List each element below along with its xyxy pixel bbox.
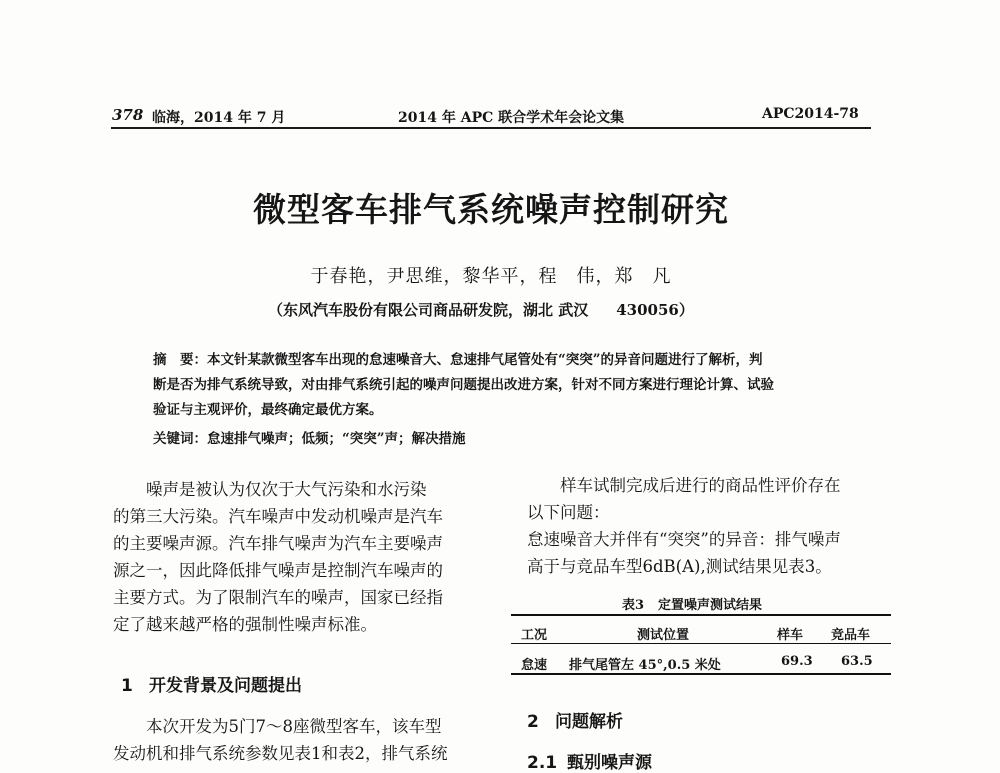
body-line: 以下问题： bbox=[527, 503, 610, 522]
section-1-heading bbox=[121, 671, 302, 696]
header-rule bbox=[111, 127, 871, 129]
body-line: 样车试制完成后进行的商品性评价存在 bbox=[527, 476, 841, 495]
section-title: 开发背景及问题提出 bbox=[149, 676, 302, 696]
header-paper-code: APC2014-78 bbox=[762, 106, 859, 122]
table-cell: 69.3 bbox=[781, 654, 813, 669]
body-line: 发动机和排气系统参数见表1和表2，排气系统 bbox=[113, 744, 448, 763]
body-line: 高于与竞品车型6dB(A),测试结果见表3。 bbox=[527, 557, 832, 576]
abstract-line: 验证与主观评价，最终确定最优方案。 bbox=[153, 402, 383, 418]
header-proceedings: 2014 年 APC 联合学术年会论文集 bbox=[398, 110, 625, 126]
body-line: 的第三大污染。汽车噪声中发动机噪声是汽车 bbox=[113, 507, 443, 526]
table-label: 表3 bbox=[622, 598, 645, 613]
table-caption bbox=[622, 594, 762, 613]
abstract bbox=[153, 348, 853, 423]
abstract-line: 断是否为排气系统导致，对由排气系统引起的噪声问题提出改进方案，针对不同方案进行理论计算、试验 bbox=[153, 377, 774, 393]
table-title: 定置噪声测试结果 bbox=[658, 598, 763, 613]
table-top-rule bbox=[511, 614, 891, 616]
page-number: 378 bbox=[112, 106, 144, 124]
body-line: 主要方式。为了限制汽车的噪声，国家已经指 bbox=[113, 588, 443, 607]
table-header-cell: 竞品车 bbox=[831, 628, 871, 643]
table-header-cell: 样车 bbox=[777, 628, 804, 643]
table-mid-rule bbox=[511, 643, 891, 644]
body-line: 怠速噪音大并伴有“突突”的异音：排气噪声 bbox=[527, 530, 841, 549]
left-column-intro bbox=[113, 476, 473, 638]
paper-affiliation bbox=[268, 299, 694, 320]
table-cell: 排气尾管左 45°,0.5 米处 bbox=[569, 658, 721, 673]
affiliation-zip: 430056） bbox=[616, 301, 694, 319]
table-header-cell: 工况 bbox=[521, 628, 548, 643]
section-number: 1 bbox=[121, 676, 133, 696]
affiliation-text: （东风汽车股份有限公司商品研发院，湖北 武汉 bbox=[268, 301, 589, 319]
right-column-text bbox=[527, 472, 887, 580]
running-header bbox=[112, 104, 870, 128]
paper-authors: 于春艳，尹思维，黎华平，程 伟，郑 凡 bbox=[310, 266, 672, 287]
body-line: 定了越来越严格的强制性噪声标准。 bbox=[113, 615, 377, 634]
left-column-section1 bbox=[113, 713, 473, 767]
paper-title: 微型客车排气系统噪声控制研究 bbox=[253, 190, 729, 229]
section-number: 2.1 bbox=[527, 753, 558, 773]
table-header-cell: 测试位置 bbox=[637, 628, 690, 643]
section-number: 2 bbox=[527, 712, 539, 732]
section-title: 甄别噪声源 bbox=[567, 753, 652, 773]
header-location-date: 临海，2014 年 7 月 bbox=[152, 110, 286, 126]
table-bottom-rule bbox=[511, 673, 891, 675]
body-line: 源之一，因此降低排气噪声是控制汽车噪声的 bbox=[113, 561, 443, 580]
body-line: 本次开发为5门7～8座微型客车，该车型 bbox=[113, 717, 442, 736]
section-2-heading bbox=[527, 707, 623, 732]
section-title: 问题解析 bbox=[555, 712, 623, 732]
table-cell: 63.5 bbox=[841, 654, 873, 669]
table-cell: 怠速 bbox=[521, 658, 548, 673]
abstract-line: 摘 要：本文针某款微型客车出现的怠速噪音大、怠速排气尾管处有“突突”的异音问题进行了解析，判 bbox=[153, 352, 763, 368]
keywords: 关键词：怠速排气噪声；低频；“突突”声；解决措施 bbox=[153, 431, 466, 447]
body-line: 的主要噪声源。汽车排气噪声为汽车主要噪声 bbox=[113, 534, 443, 553]
body-line: 噪声是被认为仅次于大气污染和水污染 bbox=[113, 480, 427, 499]
